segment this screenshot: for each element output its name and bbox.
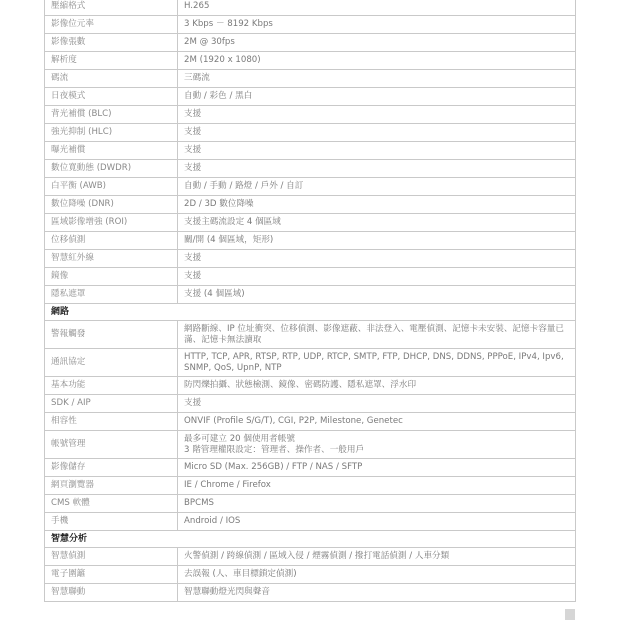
spec-label: 背光補償 (BLC) [45,106,178,124]
spec-label: 影像張數 [45,34,178,52]
spec-value: 2M (1920 x 1080) [178,52,576,70]
spec-row [45,584,576,602]
spec-row [45,477,576,495]
spec-value: 支援 [178,106,576,124]
spec-row [45,250,576,268]
spec-value: 3 Kbps － 8192 Kbps [178,16,576,34]
spec-value: 關/開 (4 個區域，矩形) [178,232,576,250]
spec-row [45,124,576,142]
spec-value: H.265 [178,0,576,16]
spec-label: 通訊協定 [45,349,178,377]
spec-label: 數位寬動態 (DWDR) [45,160,178,178]
spec-row [45,142,576,160]
scrollbar-thumb[interactable] [565,609,575,620]
spec-row [45,106,576,124]
spec-label: CMS 軟體 [45,495,178,513]
spec-label: 曝光補償 [45,142,178,160]
spec-value: 支援 [178,395,576,413]
spec-value: 自動 / 手動 / 路燈 / 戶外 / 自訂 [178,178,576,196]
spec-row [45,232,576,250]
spec-row [45,178,576,196]
spec-label: 隱私遮罩 [45,286,178,304]
spec-label: 位移偵測 [45,232,178,250]
spec-row [45,160,576,178]
spec-row [45,70,576,88]
spec-row [45,513,576,531]
section-title: 網路 [45,304,576,321]
spec-row [45,566,576,584]
spec-value: 支援 (4 個區域) [178,286,576,304]
spec-row [45,196,576,214]
spec-value: 支援 [178,160,576,178]
spec-label: 智慧偵測 [45,548,178,566]
spec-value: 智慧聯動燈光閃與聲音 [178,584,576,602]
spec-label: 智慧聯動 [45,584,178,602]
spec-label: 警報觸發 [45,321,178,349]
spec-label: 手機 [45,513,178,531]
spec-label: 數位降噪 (DNR) [45,196,178,214]
spec-label: 壓縮格式 [45,0,178,16]
spec-value: 自動 / 彩色 / 黑白 [178,88,576,106]
spec-value: 去誤報 (人、車目標鎖定偵測) [178,566,576,584]
spec-value: 2D / 3D 數位降噪 [178,196,576,214]
spec-label: 帳號管理 [45,431,178,459]
spec-row [45,88,576,106]
spec-row [45,52,576,70]
spec-label: 智慧紅外線 [45,250,178,268]
spec-row [45,413,576,431]
spec-row [45,16,576,34]
section-header [45,531,576,548]
spec-value: 支援 [178,268,576,286]
spec-value: 支援 [178,142,576,160]
spec-label: 日夜模式 [45,88,178,106]
spec-row [45,214,576,232]
spec-value: 網路斷線、IP 位址衝突、位移偵測、影像遮蔽、非法登入、電壓偵測、記憶卡未安裝、記憶卡容量已滿、記憶卡無法讀取 [178,321,576,349]
spec-row [45,431,576,459]
spec-label: 基本功能 [45,377,178,395]
spec-label: 強光抑制 (HLC) [45,124,178,142]
spec-value: 支援 [178,124,576,142]
spec-value-line: 最多可建立 20 個使用者帳號 [184,434,295,444]
spec-value: 防閃爍拍攝、狀態檢測、鏡像、密碼防護、隱私遮罩、浮水印 [178,377,576,395]
spec-label: 區域影像增強 (ROI) [45,214,178,232]
spec-label: SDK / AIP [45,395,178,413]
spec-label: 電子圍籬 [45,566,178,584]
spec-row [45,321,576,349]
spec-row [45,377,576,395]
spec-label: 相容性 [45,413,178,431]
spec-value [178,431,576,459]
spec-row [45,395,576,413]
spec-row [45,286,576,304]
spec-value: HTTP, TCP, APR, RTSP, RTP, UDP, RTCP, SMTP, FTP, DHCP, DNS, DDNS, PPPoE, IPv4, Ipv6, SNMP, QoS, UpnP, NTP [178,349,576,377]
spec-row [45,548,576,566]
spec-value: 支援 [178,250,576,268]
spec-value: 支援主碼流設定 4 個區域 [178,214,576,232]
spec-label: 白平衡 (AWB) [45,178,178,196]
section-header [45,304,576,321]
spec-row [45,34,576,52]
spec-value-line: 3 階管理權限設定：管理者、操作者、一般用戶 [184,444,365,455]
spec-value: ONVIF (Profile S/G/T), CGI, P2P, Milestone, Genetec [178,413,576,431]
spec-label: 影像儲存 [45,459,178,477]
spec-row [45,268,576,286]
spec-value: 三碼流 [178,70,576,88]
spec-value: Micro SD (Max. 256GB) / FTP / NAS / SFTP [178,459,576,477]
spec-label: 碼流 [45,70,178,88]
spec-label: 網頁瀏覽器 [45,477,178,495]
spec-value: 火警偵測 / 跨線偵測 / 區域入侵 / 煙霧偵測 / 撥打電話偵測 / 人車分類 [178,548,576,566]
spec-label: 影像位元率 [45,16,178,34]
section-title: 智慧分析 [45,531,576,548]
spec-value: IE / Chrome / Firefox [178,477,576,495]
spec-label: 解析度 [45,52,178,70]
spec-label: 鏡像 [45,268,178,286]
spec-value: 2M @ 30fps [178,34,576,52]
spec-table [44,0,576,602]
spec-row [45,495,576,513]
spec-row [45,459,576,477]
spec-value: BPCMS [178,495,576,513]
spec-value: Android / IOS [178,513,576,531]
spec-row [45,349,576,377]
spec-row [45,0,576,16]
